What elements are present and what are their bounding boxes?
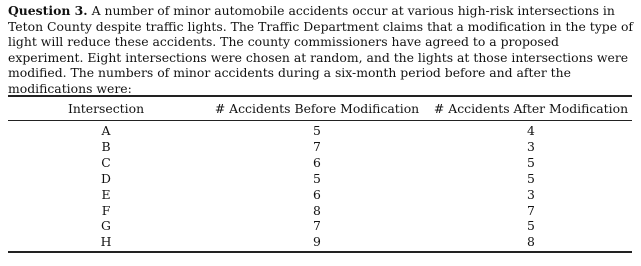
question-label: Question 3. — [8, 3, 88, 18]
intersection-cell: F — [101, 202, 111, 218]
after-cell: 4 — [527, 123, 535, 138]
table-row — [8, 203, 632, 219]
question-paragraph — [8, 3, 634, 97]
intersection-cell: A — [101, 123, 111, 138]
before-cell: 5 — [313, 170, 321, 186]
after-cell: 8 — [430, 234, 632, 252]
table-row — [8, 171, 632, 187]
table-header-row — [8, 96, 632, 121]
after-cell: 3 — [527, 138, 535, 154]
before-cell: 8 — [313, 202, 321, 218]
intersection-cell: G — [101, 218, 111, 234]
table-row — [8, 139, 632, 155]
table-row — [8, 121, 632, 139]
before-cell: 7 — [313, 218, 321, 234]
intersection-cell: D — [101, 170, 111, 186]
before-cell: 7 — [313, 138, 321, 154]
header-intersection: Intersection — [8, 96, 204, 121]
before-cell: 9 — [204, 234, 430, 252]
before-cell: 5 — [313, 123, 321, 138]
table-row — [8, 218, 632, 234]
intersection-cell: E — [101, 186, 111, 202]
header-accidents-after: # Accidents After Modification — [430, 96, 632, 121]
after-cell: 5 — [527, 170, 535, 186]
before-cell: 6 — [313, 154, 321, 170]
table-row — [8, 234, 632, 252]
table-row — [8, 187, 632, 203]
after-cell: 5 — [527, 154, 535, 170]
intersection-cell: B — [101, 138, 111, 154]
after-cell: 3 — [527, 186, 535, 202]
intersection-cell: H — [8, 234, 204, 252]
table-row — [8, 155, 632, 171]
header-accidents-before: # Accidents Before Modification — [204, 96, 430, 121]
after-cell: 5 — [527, 218, 535, 234]
intersection-cell: C — [101, 154, 111, 170]
after-cell: 7 — [527, 202, 535, 218]
before-cell: 6 — [313, 186, 321, 202]
accidents-table — [8, 95, 632, 253]
question-text: A number of minor automobile accidents occur at various high-risk intersections in Teton County despite traffic lights. The Traffic Department claims that a modification in the type of light will reduce these accidents. The county commissioners have agreed to a proposed experiment. Eight intersections were chosen at random, and the lights at those intersections were modified. The numbers of minor accidents during a six-month period before and after the modifications were: — [8, 3, 634, 96]
